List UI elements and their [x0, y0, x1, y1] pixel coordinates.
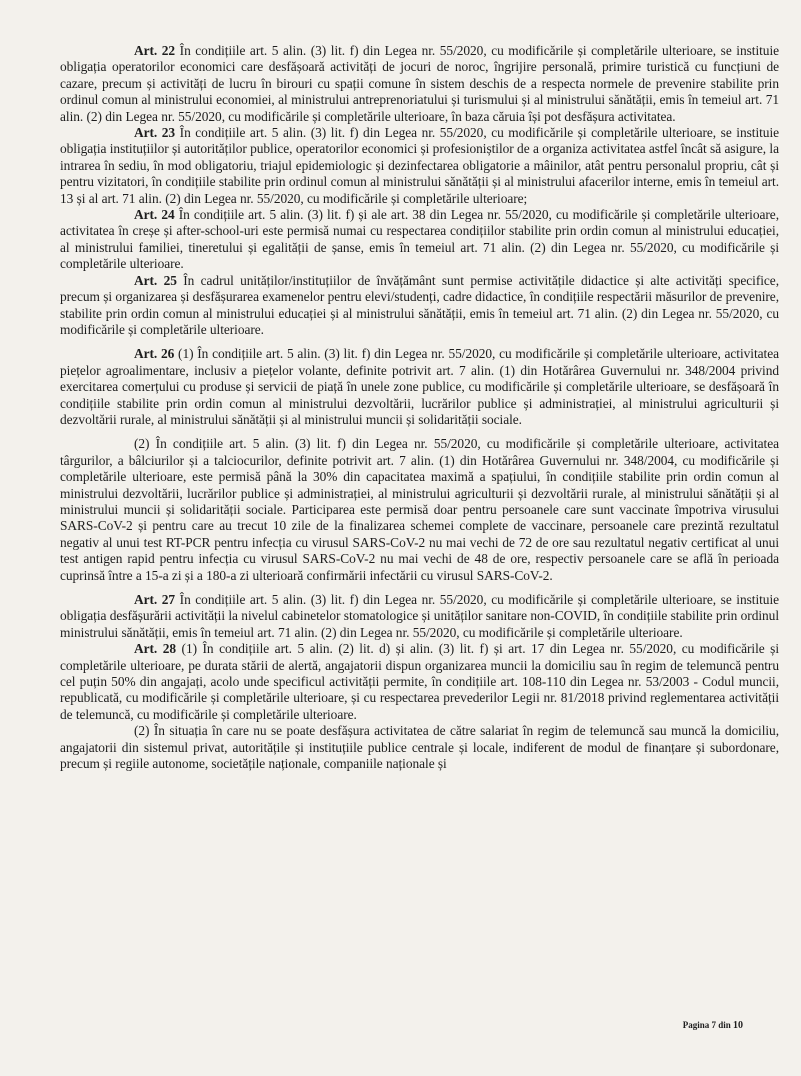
article-label: Art. 25 — [134, 272, 177, 288]
paragraph-art-22 — [60, 43, 779, 125]
paragraph-art-28-1 — [60, 641, 779, 723]
article-label: Art. 27 — [134, 592, 176, 607]
paragraph-spacer — [60, 338, 779, 346]
article-text: (2) În situația în care nu se poate desfășura activitatea de către salariat în regim de telemuncă sau muncă la domiciliu, angajatorii din sistemul privat, autoritățile și instituțiile publice centrale și locale, indiferent de modul de finanțare și subordonare, precum și regiile autonome, societățile naționale, companiile naționale și — [60, 723, 779, 772]
paragraph-art-27 — [60, 592, 779, 641]
article-text: În condițiile art. 5 alin. (3) lit. f) și ale art. 38 din Legea nr. 55/2020, cu modificările și completările ulterioare, activitatea în creșe și after-school-uri este permisă numai cu respectarea condițiilor stabilite prin ordin comun al ministrului educației, al ministrului familiei, tineretului și egalității de șanse, emis în temeiul art. 71 alin. (2) din Legea nr. 55/2020, cu modificările și completările ulterioare. — [60, 207, 779, 272]
paragraph-art-23 — [60, 125, 779, 207]
paragraph-art-26-2 — [60, 436, 779, 584]
article-text: În condițiile art. 5 alin. (3) lit. f) din Legea nr. 55/2020, cu modificările și completările ulterioare, se instituie obligația desfășurării activității la nivelul cabinetelor stomatologice și unităților sanitare non-COVID, în condițiile stabilite prin ordinul ministrului sănătății, emis în temeiul art. 71 alin. (2) din Legea nr. 55/2020, cu modificările și completările ulterioare. — [60, 592, 780, 640]
paragraph-art-24 — [60, 207, 779, 273]
paragraph-spacer — [60, 584, 779, 592]
article-text: (2) În condițiile art. 5 alin. (3) lit. f) din Legea nr. 55/2020, cu modificările și completările ulterioare, activitatea târgurilor, a bâlciurilor și a talciocurilor, definite potrivit art. 7 alin. (1) din Hotărârea Guvernului nr. 348/2004, cu modificările și completările ulterioare, este permisă până la 30% din capacitatea maximă a spațiului, în condițiile stabilite prin ordin comun al ministrului dezvoltării, lucrărilor publice și administrației, al ministrului agriculturii și dezvoltării rurale, al ministrului sănătății și al ministrului muncii și solidarității sociale. Participarea este permisă doar pentru persoanele care sunt vaccinate împotriva virusului SARS-CoV-2 și pentru care au trecut 10 zile de la finalizarea schemei complete de vaccinare, persoanele care prezintă rezultatul negativ al unui test RT-PCR pentru infecția cu virusul SARS-CoV-2 nu mai vechi de 72 de ore sau rezultatul negativ certificat al unui test antigen rapid pentru infecția cu virusul SARS-CoV-2 nu mai vechi de 48 de ore, respectiv persoanele care se află în perioada cuprinsă între a 15-a zi și a 180-a zi ulterioară confirmării infectării cu virusul SARS-CoV-2. — [60, 436, 779, 583]
paragraph-art-25 — [60, 273, 779, 339]
article-text: În cadrul unităților/instituțiilor de învățământ sunt permise activitățile didactice și alte activități specifice, precum și organizarea și desfășurarea examenelor pentru elevi/studenți, cadre didactice, în condițiile respectării măsurilor de prevenire, stabilite prin ordin comun al ministrului educației și al ministrului sănătății, emis în temeiul art. 71 alin. (2) din Legea nr. 55/2020, cu modificările și completările ulterioare. — [60, 272, 779, 337]
page-number-total: 10 — [733, 1020, 743, 1031]
paragraph-art-26-1 — [60, 346, 779, 428]
article-label: Art. 26 — [134, 346, 175, 362]
article-text: (1) În condițiile art. 5 alin. (2) lit. d) și alin. (3) lit. f) și art. 17 din Legea nr. 55/2020, cu modificările și completările ulterioare, pe durata stării de alertă, angajatorii dispun organizarea muncii la domiciliu sau în regim de telemuncă pentru cel puțin 50% din angajați, acolo unde specificul activității permite, în condițiile art. 108-110 din Legea nr. 53/2003 - Codul muncii, republicată, cu modificările și completările ulterioare, și cu respectarea prevederilor Legii nr. 81/2018 privind reglementarea activității de telemuncă, cu modificările și completările ulterioare. — [60, 641, 779, 722]
page-number-prefix: Pagina 7 din — [682, 1020, 731, 1030]
article-text: În condițiile art. 5 alin. (3) lit. f) din Legea nr. 55/2020, cu modificările și completările ulterioare, se instituie obligația operatorilor economici care desfășoară activități de jocuri de noroc, îngrijire personală, primire turistică cu funcțiuni de cazare, precum și activități de lucru în birouri cu spații comune în sistem deschis de a respecta normele de prevenire stabilite prin ordinul comun al ministrului economiei, al ministrului antreprenoriatului și turismului și al ministrului sănătății, emis în temeiul art. 71 alin. (2) din Legea nr. 55/2020, cu modificările și completările ulterioare, în baza căruia își pot desfășura activitatea. — [60, 43, 780, 124]
article-label: Art. 23 — [134, 125, 176, 141]
article-label: Art. 24 — [134, 207, 175, 223]
article-text: (1) În condițiile art. 5 alin. (3) lit. f) din Legea nr. 55/2020, cu modificările și completările ulterioare, activitatea piețelor agroalimentare, inclusiv a piețelor volante, definite potrivit art. 7 alin. (1) din Hotărârea Guvernului nr. 348/2004 privind exercitarea comerțului cu produse și servicii de piață în unele zone publice, cu modificările și completările ulterioare, se desfășoară în condițiile stabilite prin ordin comun al ministrului dezvoltării, lucrărilor publice și administrației, al ministrului agriculturii și dezvoltării rurale, al ministrului sănătății și al ministrului muncii și solidarității sociale. — [60, 346, 779, 427]
article-label: Art. 22 — [134, 43, 176, 58]
paragraph-spacer — [60, 428, 779, 436]
article-text: În condițiile art. 5 alin. (3) lit. f) din Legea nr. 55/2020, cu modificările și completările ulterioare, se instituie obligația instituțiilor și autorităților publice, operatorilor economici și profesioniștilor de a organiza activitatea astfel încât să asigure, la intrarea în sediu, în mod obligatoriu, triajul epidemiologic și dezinfectarea obligatorie a mâinilor, atât pentru personalul propriu, cât și pentru vizitatori, în condițiile stabilite prin ordinul comun al ministrului sănătății și al ministrului afacerilor interne, emis în temeiul art. 13 și al art. 71 alin. (2) din Legea nr. 55/2020, cu modificările și completările ulterioare; — [60, 125, 780, 206]
article-label: Art. 28 — [134, 641, 177, 657]
paragraph-art-28-2 — [60, 723, 779, 772]
page-number — [683, 1020, 743, 1031]
